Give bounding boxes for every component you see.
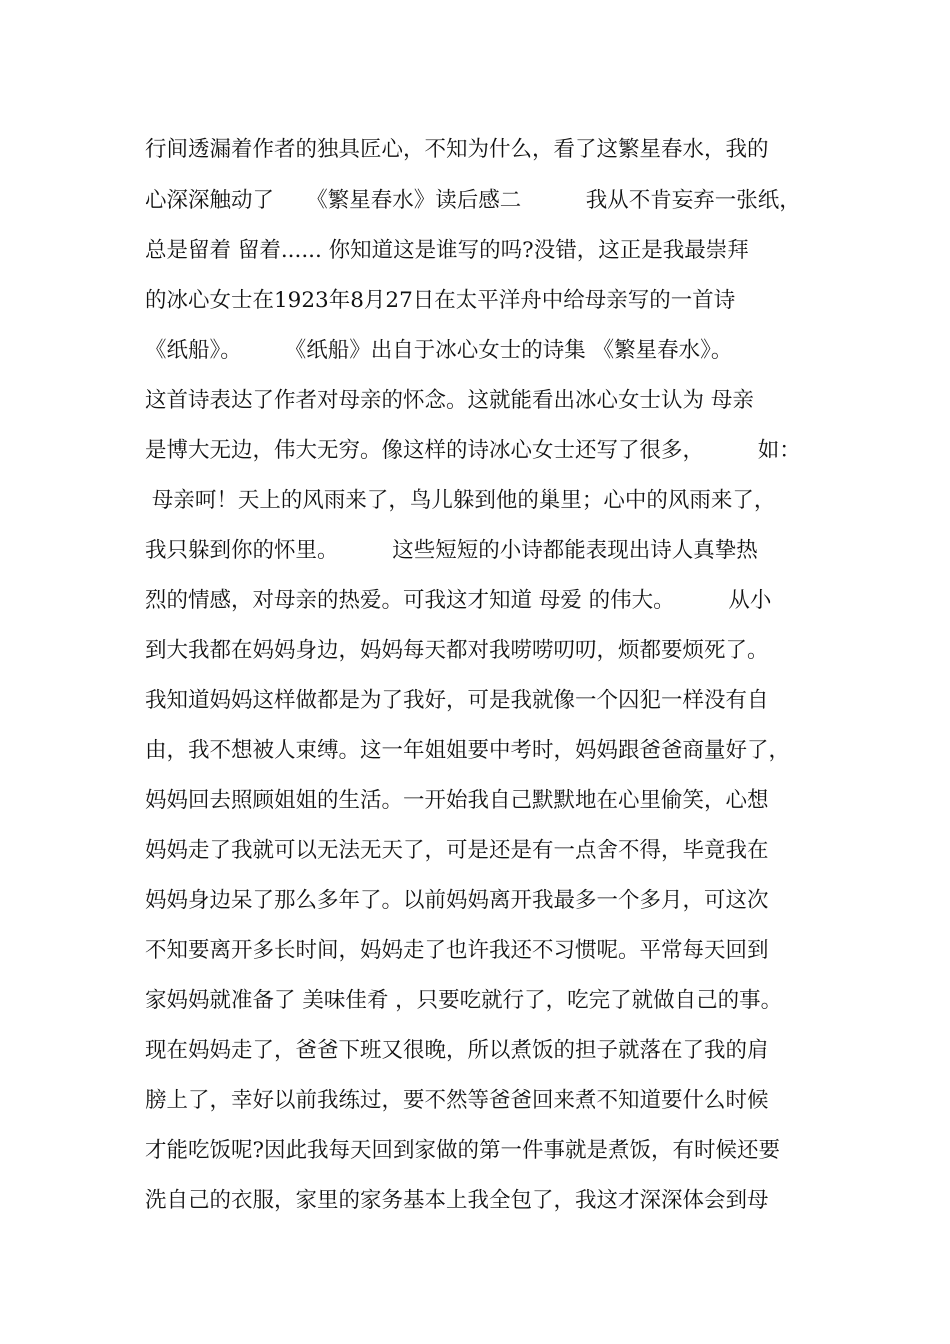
text-line: 我知道妈妈这样做都是为了我好，可是我就像一个囚犯一样没有自 bbox=[145, 688, 769, 713]
text-line: 的冰心女士在1923年8月27日在太平洋舟中给母亲写的一首诗 bbox=[145, 288, 736, 313]
text-line: 烈的情感，对母亲的热爱。可我这才知道 母爱 的伟大。 从小 bbox=[145, 588, 772, 613]
text-line: 不知要离开多长时间，妈妈走了也许我还不习惯呢。平常每天回到 bbox=[145, 938, 769, 963]
text-line: 行间透漏着作者的独具匠心，不知为什么，看了这繁星春水，我的 bbox=[145, 137, 769, 162]
text-line: 《纸船》。 《纸船》出自于冰心女士的诗集 《繁星春水》。 bbox=[145, 338, 733, 363]
text-line: 洗自己的衣服，家里的家务基本上我全包了，我这才深深体会到母 bbox=[145, 1188, 769, 1213]
text-line: 心深深触动了 《繁星春水》读后感二 我从不肯妄弃一张纸， bbox=[145, 188, 801, 213]
text-line: 由，我不想被人束缚。这一年姐姐要中考时，妈妈跟爸爸商量好了， bbox=[145, 738, 791, 763]
text-line: 才能吃饭呢?因此我每天回到家做的第一件事就是煮饭，有时候还要 bbox=[145, 1138, 781, 1163]
text-line: 我只躲到你的怀里。 这些短短的小诗都能表现出诗人真挚热 bbox=[145, 538, 758, 563]
text-line: 总是留着 留着...... 你知道这是谁写的吗?没错，这正是我最崇拜 bbox=[145, 238, 749, 263]
text-line: 是博大无边，伟大无穷。像这样的诗冰心女士还写了很多， 如： bbox=[145, 438, 801, 463]
text-line: 母亲呵！天上的风雨来了，鸟儿躲到他的巢里；心中的风雨来了， bbox=[145, 488, 776, 513]
text-line: 到大我都在妈妈身边，妈妈每天都对我唠唠叨叨，烦都要烦死了。 bbox=[145, 638, 769, 663]
text-line: 妈妈身边呆了那么多年了。以前妈妈离开我最多一个多月，可这次 bbox=[145, 888, 769, 913]
text-line: 家妈妈就准备了 美味佳肴 ，只要吃就行了，吃完了就做自己的事。 bbox=[145, 988, 783, 1013]
text-line: 妈妈回去照顾姐姐的生活。一开始我自己默默地在心里偷笑，心想 bbox=[145, 788, 769, 813]
text-line: 这首诗表达了作者对母亲的怀念。这就能看出冰心女士认为 母亲 bbox=[145, 388, 754, 413]
text-line: 现在妈妈走了，爸爸下班又很晚，所以煮饭的担子就落在了我的肩 bbox=[145, 1038, 769, 1063]
text-line: 膀上了，幸好以前我练过，要不然等爸爸回来煮不知道要什么时候 bbox=[145, 1088, 769, 1113]
text-line: 妈妈走了我就可以无法无天了，可是还是有一点舍不得，毕竟我在 bbox=[145, 838, 769, 863]
